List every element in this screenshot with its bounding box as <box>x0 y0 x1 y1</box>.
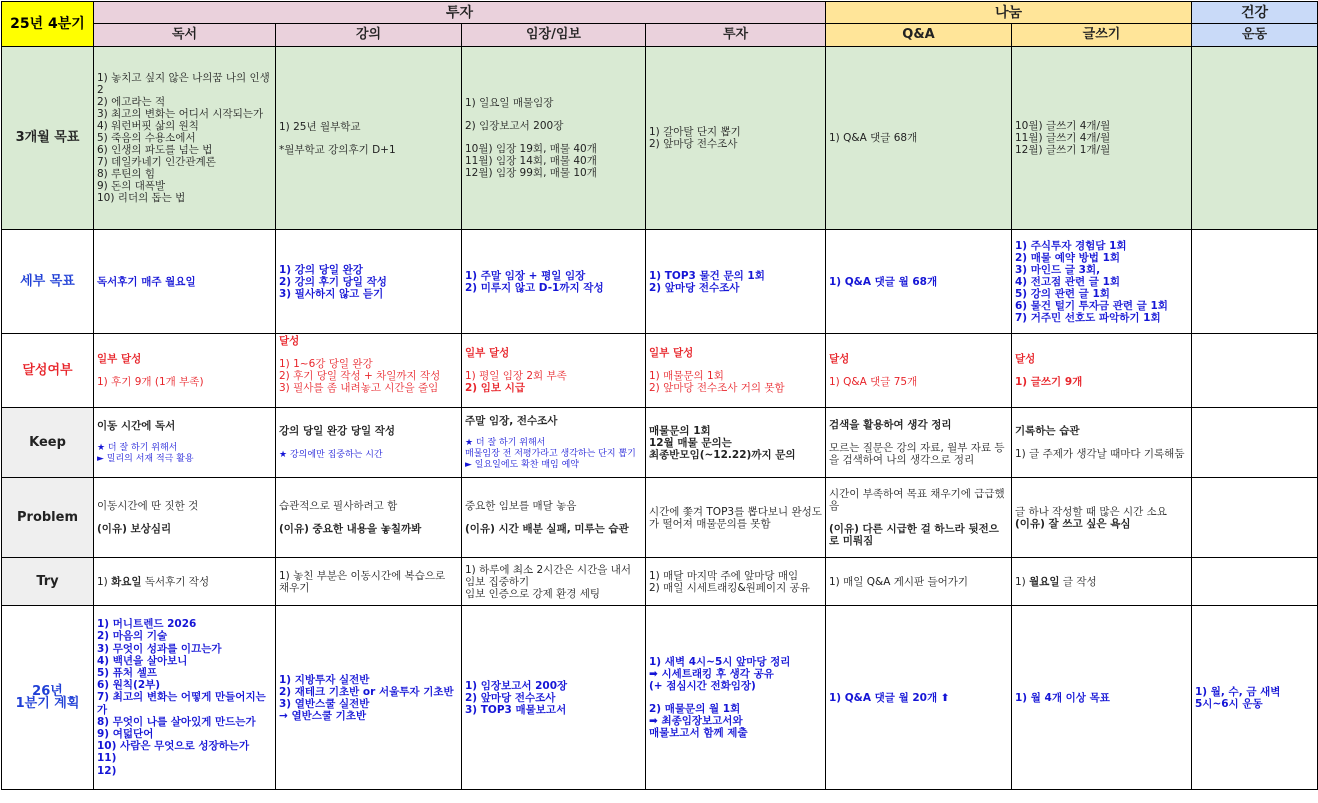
try-writing-rest: 글 작성 <box>1059 575 1097 588</box>
achieve-invest <box>646 334 826 408</box>
achieve-invest-detail: 1) 매물문의 1회 2) 앞마당 전수조사 거의 못함 <box>649 370 785 394</box>
detail-imjang: 1) 주말 임장 + 평일 임장 2) 미루지 않고 D-1까지 작성 <box>462 230 646 334</box>
plan26-invest-2: 2) 매물문의 월 1회 ➡ 최종임장보고서와 매물보고서 함께 제출 <box>649 703 748 739</box>
plan26-exercise: 1) 월, 수, 금 새벽 5시~6시 운동 <box>1192 606 1318 790</box>
problem-qa-2: (이유) 다른 시급한 걸 하느라 뒷전으로 미뤄짐 <box>829 523 999 547</box>
keep-qa-body: 모르는 질문은 강의 자료, 월부 자료 등을 검색하여 나의 생각으로 정리 <box>829 442 1005 466</box>
problem-writing <box>1012 478 1192 558</box>
problem-imjang-1: 중요한 임보를 매달 놓음 <box>465 500 577 512</box>
plan26-imjang: 1) 임장보고서 200장 2) 앞마당 전수조사 3) TOP3 매물보고서 <box>462 606 646 790</box>
try-writing-bold: 월요일 <box>1029 575 1060 588</box>
plan26-reading: 1) 머니트렌드 2026 2) 마음의 기술 3) 무엇이 성과를 이끄는가 4) 백년을 살아보니 5) 퓨처 셀프 6) 원칙(2부) 7) 최고의 변화는 어떻게 만들어지는가 8) 무엇이 나를 살아있게 만드는가 9) 여덟단어 10) 사람은 무엇으로 성장하는가 11) 12) <box>94 606 276 790</box>
keep-imjang <box>462 408 646 478</box>
detail-invest: 1) TOP3 물건 문의 1회 2) 앞마당 전수조사 <box>646 230 826 334</box>
try-reading-prefix: 1) <box>97 575 112 588</box>
goal3m-qa: 1) Q&A 댓글 68개 <box>826 47 1012 230</box>
row-header-detail: 세부 목표 <box>2 230 94 334</box>
achieve-writing <box>1012 334 1192 408</box>
achieve-imjang-status: 일부 달성 <box>465 347 510 359</box>
achieve-imjang <box>462 334 646 408</box>
goal3m-imjang-line1: 1) 일요일 매물임장 <box>465 97 554 109</box>
keep-reading <box>94 408 276 478</box>
problem-exercise <box>1192 478 1318 558</box>
problem-imjang <box>462 478 646 558</box>
column-header-imjang: 임장/임보 <box>462 24 646 47</box>
achieve-imjang-detail-2: 2) 임보 시급 <box>465 382 525 394</box>
column-header-reading: 독서 <box>94 24 276 47</box>
detail-exercise <box>1192 230 1318 334</box>
plan26-writing: 1) 월 4개 이상 목표 <box>1012 606 1192 790</box>
achieve-reading <box>94 334 276 408</box>
goal3m-lecture-line1: 1) 25년 월부학교 <box>279 120 361 133</box>
problem-qa <box>826 478 1012 558</box>
try-exercise <box>1192 558 1318 606</box>
row-header-goal3m: 3개월 목표 <box>2 47 94 230</box>
achieve-reading-status: 일부 달성 <box>97 353 142 365</box>
achieve-qa-status: 달성 <box>829 353 850 365</box>
goal3m-exercise <box>1192 47 1318 230</box>
detail-reading: 독서후기 매주 월요일 <box>94 230 276 334</box>
problem-reading-2: (이유) 보상심리 <box>97 523 172 535</box>
keep-exercise <box>1192 408 1318 478</box>
try-reading-rest: 독서후기 작성 <box>141 575 210 588</box>
try-writing-prefix: 1) <box>1015 575 1030 588</box>
keep-qa-title: 검색을 활용하여 생각 정리 <box>829 419 952 431</box>
problem-imjang-2: (이유) 시간 배분 실패, 미루는 습관 <box>465 523 629 535</box>
achieve-invest-status: 일부 달성 <box>649 347 694 359</box>
keep-qa <box>826 408 1012 478</box>
column-header-invest: 투자 <box>646 24 826 47</box>
problem-writing-1: 글 하나 작성할 때 많은 시간 소요 <box>1015 505 1167 518</box>
keep-writing <box>1012 408 1192 478</box>
achieve-lecture <box>276 334 462 408</box>
row-header-try: Try <box>2 558 94 606</box>
keep-imjang-title: 주말 임장, 전수조사 <box>465 414 558 427</box>
detail-qa: 1) Q&A 댓글 월 68개 <box>826 230 1012 334</box>
keep-lecture <box>276 408 462 478</box>
achieve-writing-status: 달성 <box>1015 353 1036 365</box>
problem-lecture-1: 습관적으로 필사하려고 함 <box>279 500 398 512</box>
detail-lecture: 1) 강의 당일 완강 2) 강의 후기 당일 작성 3) 필사하지 않고 듣기 <box>276 230 462 334</box>
goal3m-imjang-monthly: 10월) 임장 19회, 매물 40개 11월) 임장 14회, 매물 40개 12월) 임장 99회, 매물 10개 <box>465 143 597 179</box>
plan26-invest-1: 1) 새벽 4시~5시 앞마당 정리 ➡ 시세트래킹 후 생각 공유 (+ 점심시간 전화임장) <box>649 656 791 692</box>
goal3m-writing: 10월) 글쓰기 4개/월 11월) 글쓰기 4개/월 12월) 글쓰기 1개/월 <box>1012 47 1192 230</box>
achieve-qa-detail: 1) Q&A 댓글 75개 <box>829 376 918 388</box>
row-header-keep: Keep <box>2 408 94 478</box>
problem-reading <box>94 478 276 558</box>
try-lecture: 1) 놓친 부분은 이동시간에 복습으로 채우기 <box>276 558 462 606</box>
row-header-plan26: 26년 1분기 계획 <box>2 606 94 790</box>
keep-reading-title: 이동 시간에 독서 <box>97 420 176 432</box>
goal3m-imjang-line2: 2) 임장보고서 200장 <box>465 120 564 132</box>
try-reading-bold: 화요일 <box>111 575 142 588</box>
problem-writing-2: (이유) 잘 쓰고 싶은 욕심 <box>1015 517 1131 530</box>
category-invest: 투자 <box>94 2 826 24</box>
problem-lecture <box>276 478 462 558</box>
achieve-imjang-detail-1: 1) 평일 임장 2회 부족 <box>465 370 567 382</box>
keep-reading-note: ★ 더 잘 하기 위해서 ► 밀리의 서재 적극 활용 <box>97 443 194 464</box>
problem-lecture-2: (이유) 중요한 내용을 놓칠까봐 <box>279 523 422 535</box>
row-header-achieve: 달성여부 <box>2 334 94 408</box>
quarter-label: 25년 4분기 <box>2 2 94 47</box>
try-writing <box>1012 558 1192 606</box>
plan26-lecture: 1) 지방투자 실전반 2) 재테크 기초반 or 서울투자 기초반 3) 열반스쿨 실전반 → 열반스쿨 기초반 <box>276 606 462 790</box>
keep-writing-body: 1) 글 주제가 생각날 때마다 기록해둠 <box>1015 448 1185 460</box>
achieve-reading-detail: 1) 후기 9개 (1개 부족) <box>97 376 204 388</box>
try-imjang: 1) 하루에 최소 2시간은 시간을 내서 임보 집중하기 임보 인증으로 강제 환경 세팅 <box>462 558 646 606</box>
try-invest: 1) 매달 마지막 주에 앞마당 매임 2) 매일 시세트래킹&원페이지 공유 <box>646 558 826 606</box>
plan26-invest <box>646 606 826 790</box>
achieve-lecture-detail: 1) 1~6강 당일 완강 2) 후기 당일 작성 + 차일까지 작성 3) 필사를 좀 내려놓고 시간을 줄임 <box>279 358 441 394</box>
problem-qa-1: 시간이 부족하여 목표 채우기에 급급했음 <box>829 488 1005 512</box>
keep-lecture-note: ★ 강의에만 집중하는 시간 <box>279 449 383 460</box>
column-header-qa: Q&A <box>826 24 1012 47</box>
category-share: 나눔 <box>826 2 1192 24</box>
plan26-qa: 1) Q&A 댓글 월 20개 ⬆ <box>826 606 1012 790</box>
try-reading <box>94 558 276 606</box>
goal3m-lecture <box>276 47 462 230</box>
goal3m-reading: 1) 놓치고 싶지 않은 나의꿈 나의 인생 2 2) 에고라는 적 3) 최고의 변화는 어디서 시작되는가 4) 워런버핏 삶의 원칙 5) 죽음의 수용소에서 6) 인생의 파도를 넘는 법 7) 데일카네기 인간관계론 8) 루틴의 힘 9) 돈의 대폭발 10) 리더의 돕는 법 <box>94 47 276 230</box>
category-health: 건강 <box>1192 2 1318 24</box>
column-header-lecture: 강의 <box>276 24 462 47</box>
keep-imjang-note: ★ 더 잘 하기 위해서 매물임장 전 저평가라고 생각하는 단지 뽑기 ► 일요일에도 확찬 매임 예약 <box>465 437 636 470</box>
keep-invest: 매물문의 1회 12월 매물 문의는 최종반모임(~12.22)까지 문의 <box>646 408 826 478</box>
goal3m-imjang <box>462 47 646 230</box>
goal3m-invest: 1) 갈아탈 단지 뽑기 2) 앞마당 전수조사 <box>646 47 826 230</box>
row-header-problem: Problem <box>2 478 94 558</box>
achieve-lecture-status: 달성 <box>279 335 300 347</box>
quarterly-plan-table <box>1 1 1318 790</box>
achieve-qa <box>826 334 1012 408</box>
keep-writing-title: 기록하는 습관 <box>1015 425 1080 437</box>
problem-invest: 시간에 쫓겨 TOP3를 뽑다보니 완성도가 떨어져 매물문의를 못함 <box>646 478 826 558</box>
column-header-exercise: 운동 <box>1192 24 1318 47</box>
detail-writing: 1) 주식투자 경험담 1회 2) 매물 예약 방법 1회 3) 마인드 글 3회, 4) 전고점 관련 글 1회 5) 강의 관련 글 1회 6) 물건 털기 투자금 관련 글 1회 7) 거주민 선호도 파악하기 1회 <box>1012 230 1192 334</box>
problem-reading-1: 이동시간에 딴 짓한 것 <box>97 500 199 512</box>
goal3m-lecture-line2: *월부학교 강의후기 D+1 <box>279 143 396 156</box>
column-header-writing: 글쓰기 <box>1012 24 1192 47</box>
try-qa: 1) 매일 Q&A 게시판 들어가기 <box>826 558 1012 606</box>
achieve-exercise <box>1192 334 1318 408</box>
achieve-writing-detail: 1) 글쓰기 9개 <box>1015 376 1083 388</box>
keep-lecture-title: 강의 당일 완강 당일 작성 <box>279 424 396 437</box>
